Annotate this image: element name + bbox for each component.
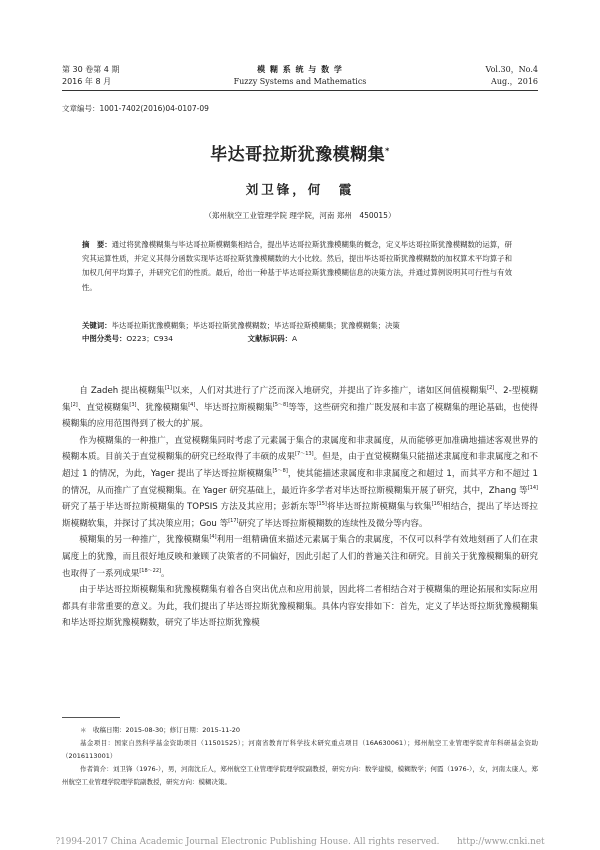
header-volume-issue: 第 30 卷第 4 期 bbox=[62, 65, 120, 74]
p2-text: 将毕达哥拉斯模糊集与软集 bbox=[326, 502, 432, 513]
keywords-block bbox=[82, 319, 512, 345]
footnote-received: ＊ 收稿日期：2015-08-30；修订日期：2015-11-20 bbox=[80, 726, 241, 734]
p2-text: 相结合，提出了毕达哥拉斯模糊软集，并探讨了其决策应用；Gou 等 bbox=[62, 502, 538, 529]
paragraph-1 bbox=[62, 383, 538, 433]
citation: [7～13] bbox=[295, 451, 314, 458]
paragraph-3 bbox=[62, 532, 538, 582]
p2-text: ，使其能描述隶属度和非隶属度之和超过 1，而其平方和不超过 1 的情况，从而推广了直觉模糊集。在 Yager 研究基础上，最近许多学者对毕达哥拉斯模糊集开展了研究，其中，Zhang 等 bbox=[62, 468, 538, 496]
header-vol-no-en: Vol.30，No.4 bbox=[485, 65, 538, 74]
citation: [1] bbox=[164, 385, 172, 392]
p3-text: 模糊集的另一种推广，犹豫模糊集 bbox=[79, 535, 210, 546]
citation: [5～8] bbox=[272, 468, 288, 475]
p1-text: 、2-型模糊集 bbox=[62, 386, 538, 413]
abstract-text: 通过将犹豫模糊集与毕达哥拉斯模糊集相结合，提出毕达哥拉斯犹豫模糊集的概念，定义毕达哥拉斯犹豫模糊数的运算，研究其运算性质，并定义其得分函数实现毕达哥拉斯犹豫模糊数的大小比较。然后，提出毕达哥拉斯犹豫模糊数的加权算术平均算子和加权几何平均算子，并研究它们的性质。最后，给出一种基于毕达哥拉斯犹豫模糊信息的决策方法，并通过算例说明其可行性与有效性。 bbox=[82, 240, 512, 292]
title-footnote-mark: * bbox=[385, 146, 390, 156]
p3-text: 利用一组精确值来描述元素属于集合的隶属度，不仅可以科学有效地刻画了人们在隶属度上的犹豫，而且很好地反映和兼顾了决策者的不同偏好，因此引起了人们的普遍关注和研究。目前关于犹豫模糊集的研究也取得了一系列成果 bbox=[62, 535, 538, 579]
keywords-text: 毕达哥拉斯犹豫模糊集；毕达哥拉斯犹豫模糊数；毕达哥拉斯模糊集；犹豫模糊集；决策 bbox=[111, 321, 400, 330]
body-text bbox=[62, 383, 538, 632]
p2-text: 作为模糊集的一种推广，直觉模糊集同时考虑了元素属于集合的隶属度和非隶属度，从而能够更加准确地描述客观世界的模糊本质。目前关于直觉模糊集的研究已经取得了丰硕的成果 bbox=[62, 435, 538, 463]
citation: [4] bbox=[209, 534, 217, 541]
header-date: 2016 年 8 月 bbox=[62, 77, 112, 86]
clc-value: O223；C934 bbox=[126, 334, 173, 343]
author-list: 刘卫锋，何 霞 bbox=[245, 182, 355, 197]
footnote-fund: 基金项目：国家自然科学基金资助项目（11501525）；河南省教育厅科学技术研究重点项目（16A630061）；郑州航空工业管理学院青年科研基金资助（2016113001） bbox=[62, 739, 538, 760]
p1-text: 自 Zadeh 提出模糊集 bbox=[79, 386, 165, 396]
citation: [16] bbox=[431, 501, 442, 508]
citation: [2] bbox=[487, 385, 495, 392]
footnote-rule bbox=[62, 717, 120, 718]
paragraph-4 bbox=[62, 582, 538, 632]
p4-text: 由于毕达哥拉斯模糊集和犹豫模糊集有着各自突出优点和应用前景，因此将二者相结合对于模糊集的理论拓展和实际应用都具有非常重要的意义。为此，我们提出了毕达哥拉斯犹豫模糊集。具体内容安排如下：首先，定义了毕达哥拉斯犹豫模糊集和毕达哥拉斯犹豫模糊数，研究了毕达哥拉斯犹豫模 bbox=[62, 585, 538, 629]
article-number: 文章编号：1001-7402(2016)04-0107-09 bbox=[62, 104, 209, 113]
header-journal-title-en: Fuzzy Systems and Mathematics bbox=[233, 77, 367, 86]
paper-title bbox=[0, 140, 600, 165]
p2-text: 研究了毕达哥拉斯模糊数的连续性及微分等内容。 bbox=[238, 518, 428, 529]
abstract-label: 摘 要： bbox=[82, 240, 112, 249]
citation: [4] bbox=[188, 401, 196, 408]
citation: [14] bbox=[527, 484, 538, 491]
citation: [18～22] bbox=[139, 567, 161, 574]
doc-code-value: A bbox=[292, 334, 298, 343]
header-journal-title-cn: 模 糊 系 统 与 数 学 bbox=[257, 65, 343, 74]
citation: [2] bbox=[70, 401, 78, 408]
citation: [5～8] bbox=[272, 401, 289, 408]
citation: [15] bbox=[316, 501, 327, 508]
p1-text: 、直觉模糊集 bbox=[77, 402, 130, 413]
p1-text: 、犹豫模糊集 bbox=[136, 402, 189, 413]
abstract bbox=[82, 238, 512, 295]
citation: [17] bbox=[228, 517, 239, 524]
p2-text: 。但是，由于直觉模糊集只能描述隶属度和非隶属度之和不超过 1 的情况，为此，Yager 提出了毕达哥拉斯模糊集 bbox=[62, 452, 538, 479]
p1-text: 以来，人们对其进行了广泛而深入地研究，并提出了许多推广，诸如区间值模糊集 bbox=[171, 386, 488, 396]
paragraph-2 bbox=[62, 433, 538, 533]
footnotes bbox=[62, 724, 538, 789]
p3-text: 。 bbox=[161, 568, 170, 579]
header-date-en: Aug.，2016 bbox=[491, 77, 538, 86]
header-rule bbox=[62, 90, 538, 91]
clc-label: 中图分类号： bbox=[82, 334, 127, 343]
classification bbox=[82, 332, 512, 345]
keywords bbox=[82, 319, 512, 332]
p1-text: 、毕达哥拉斯模糊集 bbox=[195, 402, 273, 413]
citation: [3] bbox=[129, 401, 137, 408]
paper-title-text: 毕达哥拉斯犹豫模糊集 bbox=[210, 145, 386, 165]
keywords-label: 关键词： bbox=[82, 321, 112, 330]
affiliation: （郑州航空工业管理学院 理学院，河南 郑州 450015） bbox=[204, 211, 396, 220]
copyright-line: ?1994-2017 China Academic Journal Electronic Publishing House. All rights reserved. http://www.cnki.net bbox=[55, 837, 545, 847]
p2-text: 研究了基于毕达哥拉斯模糊集的 TOPSIS 方法及其应用；彭新东等 bbox=[62, 502, 317, 513]
footnote-author-bio: 作者简介：刘卫锋（1976-），男，河南沈丘人，郑州航空工业管理学院理学院副教授，研究方向：数学建模，模糊数学；何霞（1976-），女，河南太康人，郑州航空工业管理学院理学院副教授，研究方向：模糊决策。 bbox=[62, 765, 538, 786]
doc-code-label: 文献标识码： bbox=[247, 334, 293, 343]
p1-text: 等等，这些研究和推广既发展和丰富了模糊集的理论基础，也使得模糊集的应用范围得到了极大的扩展。 bbox=[62, 402, 538, 430]
